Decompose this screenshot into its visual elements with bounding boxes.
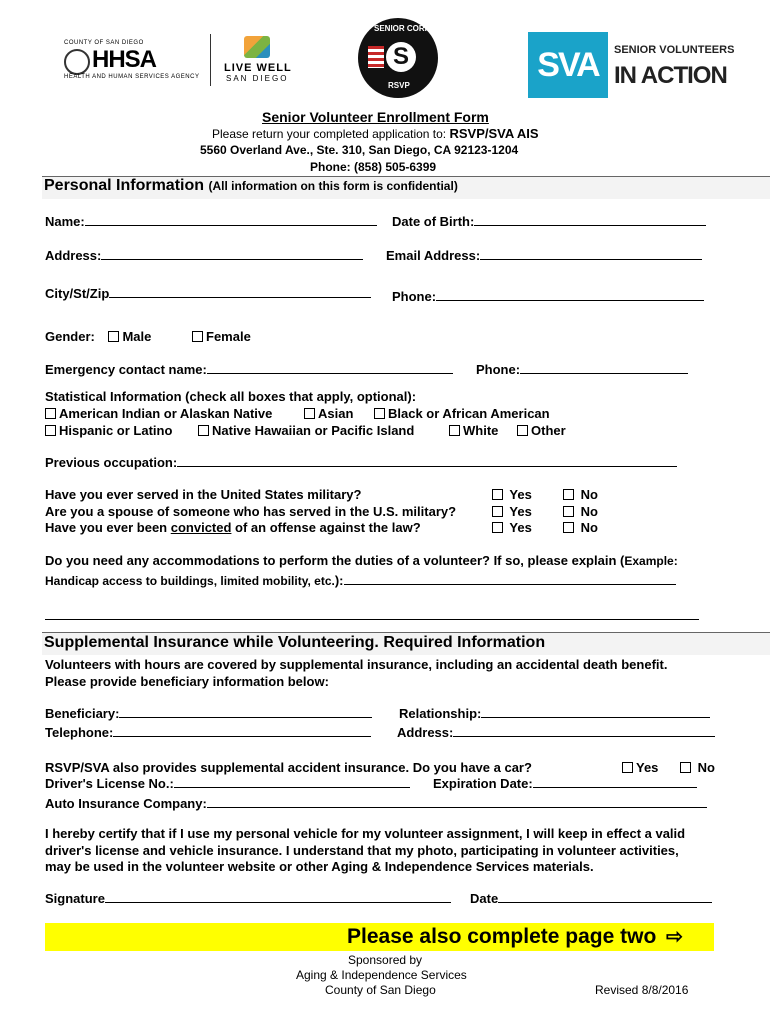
ethnicity-white <box>449 423 498 438</box>
question-military: Have you ever served in the United States military? <box>45 487 362 502</box>
expiration-field[interactable] <box>433 776 697 791</box>
emergency-phone-field[interactable] <box>476 362 688 377</box>
eth-american-indian: American Indian or Alaskan Native <box>59 406 273 421</box>
flag-icon <box>368 46 384 68</box>
relationship-label: Relationship: <box>399 706 482 721</box>
ethnicity-hawaiian <box>198 423 414 438</box>
sponsor-county: County of San Diego <box>325 983 436 997</box>
license-field[interactable] <box>45 776 410 791</box>
expiration-label: Expiration Date: <box>433 776 533 791</box>
accom-close: ): <box>334 573 344 588</box>
female-option <box>192 329 251 344</box>
male-checkbox[interactable] <box>108 331 119 342</box>
email-field[interactable] <box>386 248 702 263</box>
eth-other: Other <box>531 423 566 438</box>
hhsa-wordmark: HHSA <box>92 46 157 73</box>
accom-example-label: Example: <box>624 554 678 568</box>
phone-label: Phone: <box>392 289 437 304</box>
convict-yes-label: Yes <box>509 520 532 535</box>
return-org: RSVP/SVA AIS <box>449 126 539 141</box>
car-question: RSVP/SVA also provides supplemental accident insurance. Do you have a car? <box>45 760 532 775</box>
eth-hawaiian-checkbox[interactable] <box>198 425 209 436</box>
car-yes-checkbox[interactable] <box>622 762 633 773</box>
revised-date: Revised 8/8/2016 <box>595 983 689 997</box>
address-label: Address: <box>45 248 102 263</box>
return-instruction <box>212 126 539 141</box>
page-two-text: Please also complete page two <box>347 925 657 948</box>
ethnicity-row-1 <box>45 406 272 421</box>
occupation-field[interactable] <box>45 455 677 470</box>
beneficiary-line[interactable] <box>119 706 372 718</box>
date-field[interactable] <box>470 891 712 906</box>
convict-post: of an offense against the law? <box>231 520 421 535</box>
convict-no <box>563 520 598 535</box>
license-label: Driver's License No.: <box>45 776 174 791</box>
female-checkbox[interactable] <box>192 331 203 342</box>
question-spouse: Are you a spouse of someone who has served in the U.S. military? <box>45 504 457 519</box>
emergency-field[interactable] <box>45 362 453 377</box>
dob-label: Date of Birth: <box>392 214 475 229</box>
phone-field[interactable] <box>392 289 704 304</box>
senior-corps-logo <box>358 18 438 98</box>
convict-no-label: No <box>580 520 598 535</box>
expiration-line[interactable] <box>533 776 697 788</box>
convict-yes <box>492 520 532 535</box>
rsvp-text: RSVP <box>388 81 410 90</box>
hhsa-sub-text: HEALTH AND HUMAN SERVICES AGENCY <box>64 74 200 80</box>
logo-divider <box>210 34 211 86</box>
form-title: Senior Volunteer Enrollment Form <box>262 109 489 125</box>
dob-field[interactable] <box>392 214 706 229</box>
emergency-line[interactable] <box>207 362 453 374</box>
senior-corps-text: SENIOR CORPS <box>374 24 436 33</box>
spouse-yes <box>492 504 532 519</box>
telephone-line[interactable] <box>113 725 371 737</box>
ethnicity-other <box>517 423 566 438</box>
address-field[interactable] <box>45 248 363 263</box>
livewell-logo <box>222 34 292 86</box>
military-yes-checkbox[interactable] <box>492 489 503 500</box>
livewell-subtitle: SAN DIEGO <box>226 74 289 83</box>
certify-line-1: I hereby certify that if I use my personal vehicle for my volunteer assignment, I will keep in effect a valid <box>45 826 686 841</box>
car-no-checkbox[interactable] <box>680 762 691 773</box>
name-label: Name: <box>45 214 85 229</box>
ethnicity-black <box>374 406 550 421</box>
ethnicity-asian <box>304 406 353 421</box>
page-two-notice <box>347 924 683 949</box>
ethnicity-hispanic <box>45 423 172 438</box>
military-yes <box>492 487 532 502</box>
livewell-title: LIVE WELL <box>224 62 292 74</box>
dob-line[interactable] <box>474 214 706 226</box>
eth-hispanic: Hispanic or Latino <box>59 423 173 438</box>
convict-pre: Have you ever been <box>45 520 171 535</box>
male-label: Male <box>122 329 152 344</box>
address-line[interactable] <box>101 248 363 260</box>
name-line[interactable] <box>85 214 377 226</box>
hhsa-county-text: COUNTY OF SAN DIEGO <box>64 40 144 46</box>
eth-asian-checkbox[interactable] <box>304 408 315 419</box>
sva-line1: SENIOR VOLUNTEERS <box>614 44 735 56</box>
eth-hawaiian: Native Hawaiian or Pacific Island <box>212 423 415 438</box>
military-no-label: No <box>580 487 598 502</box>
question-convicted <box>45 520 421 535</box>
company-line[interactable] <box>207 796 707 808</box>
beneficiary-field[interactable] <box>45 706 372 721</box>
beneficiary-address-line[interactable] <box>453 725 715 737</box>
car-yes <box>622 760 658 775</box>
eth-white: White <box>463 423 499 438</box>
company-field[interactable] <box>45 796 707 811</box>
military-yes-label: Yes <box>509 487 532 502</box>
emergency-phone-line[interactable] <box>520 362 688 374</box>
military-no <box>563 487 598 502</box>
office-phone: Phone: (858) 505-6399 <box>310 160 437 174</box>
accom-line-2[interactable] <box>45 619 699 620</box>
spouse-no-checkbox[interactable] <box>563 506 574 517</box>
military-no-checkbox[interactable] <box>563 489 574 500</box>
accom-line[interactable] <box>344 573 676 585</box>
relationship-line[interactable] <box>481 706 710 718</box>
license-line[interactable] <box>174 776 410 788</box>
emergency-label: Emergency contact name: <box>45 362 207 377</box>
email-label: Email Address: <box>386 248 481 263</box>
spouse-yes-checkbox[interactable] <box>492 506 503 517</box>
occupation-label: Previous occupation: <box>45 455 178 470</box>
convict-yes-checkbox[interactable] <box>492 522 503 533</box>
insurance-line-1: Volunteers with hours are covered by supplemental insurance, including an accidental death benefit. <box>45 657 668 672</box>
sva-logo-box: SVA <box>528 32 608 98</box>
eth-hispanic-checkbox[interactable] <box>45 425 56 436</box>
accommodation-example[interactable] <box>45 573 676 588</box>
city-line[interactable] <box>109 286 371 298</box>
certify-line-3: may be used in the volunteer website or other Aging & Independence Services materials. <box>45 859 594 874</box>
eth-black: Black or African American <box>388 406 550 421</box>
female-label: Female <box>206 329 251 344</box>
spouse-yes-label: Yes <box>509 504 532 519</box>
certify-line-2: driver's license and vehicle insurance. I understand that my photo, participating in volunteer activities, <box>45 843 679 858</box>
signature-line[interactable] <box>105 891 451 903</box>
car-yes-label: Yes <box>636 760 659 775</box>
beneficiary-address-label: Address: <box>397 725 454 740</box>
name-field[interactable] <box>45 214 377 229</box>
eth-asian: Asian <box>318 406 354 421</box>
sponsored-by: Sponsored by <box>348 953 423 967</box>
emergency-phone-label: Phone: <box>476 362 521 377</box>
eth-white-checkbox[interactable] <box>449 425 460 436</box>
hhsa-seal-icon <box>64 49 90 75</box>
eth-american-indian-checkbox[interactable] <box>45 408 56 419</box>
office-address: 5560 Overland Ave., Ste. 310, San Diego, CA 92123-1204 <box>200 143 519 157</box>
gender-label: Gender: <box>45 329 95 344</box>
accom-example-text: Handicap access to buildings, limited mobility, etc. <box>45 574 335 588</box>
accom-question-text: Do you need any accommodations to perform the duties of a volunteer? If so, please explain ( <box>45 553 625 568</box>
stat-heading: Statistical Information (check all boxes that apply, optional): <box>45 389 417 404</box>
signature-field[interactable] <box>45 891 451 906</box>
beneficiary-label: Beneficiary: <box>45 706 120 721</box>
spouse-no <box>563 504 598 519</box>
city-label: City/St/Zip <box>45 286 110 301</box>
personal-heading <box>44 177 458 195</box>
personal-heading-text: Personal Information <box>44 177 205 194</box>
eth-other-checkbox[interactable] <box>517 425 528 436</box>
car-no-label: No <box>697 760 715 775</box>
relationship-field[interactable] <box>399 706 710 721</box>
livewell-figure-icon <box>244 36 270 58</box>
convict-underlined: convicted <box>170 520 232 535</box>
insurance-heading: Supplemental Insurance while Volunteering. Required Information <box>44 634 546 651</box>
spouse-no-label: No <box>580 504 598 519</box>
date-line[interactable] <box>498 891 712 903</box>
insurance-line-2: Please provide beneficiary information below: <box>45 674 329 689</box>
hhsa-logo <box>60 40 200 84</box>
telephone-label: Telephone: <box>45 725 114 740</box>
personal-heading-note: (All information on this form is confidential) <box>208 179 458 193</box>
telephone-field[interactable] <box>45 725 371 740</box>
eth-black-checkbox[interactable] <box>374 408 385 419</box>
car-no <box>680 760 715 775</box>
signature-label: Signature <box>45 891 105 906</box>
convict-no-checkbox[interactable] <box>563 522 574 533</box>
city-field[interactable] <box>45 286 371 301</box>
return-prefix: Please return your completed application to: <box>212 127 450 141</box>
sponsor-ais: Aging & Independence Services <box>296 968 467 982</box>
company-label: Auto Insurance Company: <box>45 796 207 811</box>
beneficiary-address-field[interactable] <box>397 725 715 740</box>
right-arrow-icon: ⇨ <box>666 926 683 948</box>
phone-line[interactable] <box>436 289 704 301</box>
sva-line2: IN ACTION <box>614 62 727 89</box>
occupation-line[interactable] <box>177 455 677 467</box>
email-line[interactable] <box>480 248 702 260</box>
date-label: Date <box>470 891 499 906</box>
s-emblem-icon: S <box>386 42 416 72</box>
gender-row <box>45 329 151 344</box>
accommodation-question <box>45 553 678 568</box>
